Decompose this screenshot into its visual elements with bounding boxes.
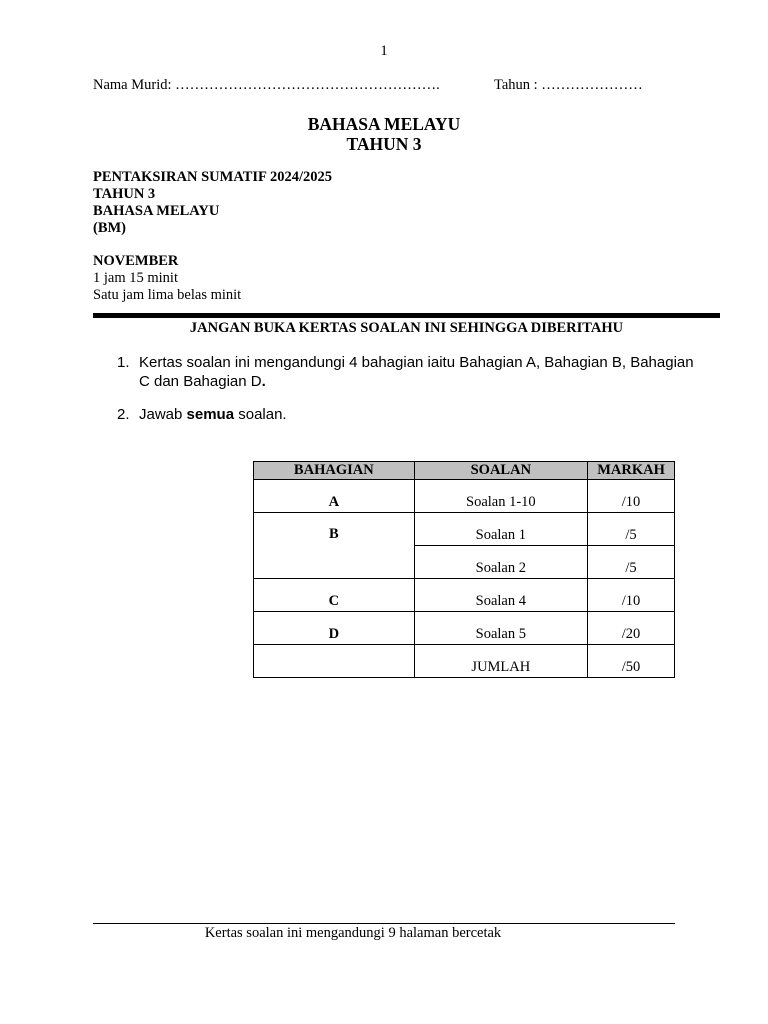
marks-cell: /20	[588, 612, 675, 645]
page-count-footer: Kertas soalan ini mengandungi 9 halaman bercetak	[204, 925, 502, 941]
total-marks-cell: /50	[588, 645, 675, 678]
marks-cell: /10	[588, 579, 675, 612]
assessment-code: (BM)	[93, 220, 127, 236]
table-row	[254, 480, 675, 513]
column-header-section: BAHAGIAN	[254, 462, 415, 480]
question-cell: Soalan 5	[414, 612, 587, 645]
thick-divider	[93, 313, 720, 318]
exam-duration-words: Satu jam lima belas minit	[93, 287, 242, 303]
instruction-text: Kertas soalan ini mengandungi 4 bahagian iaitu Bahagian A, Bahagian B, Bahagian C dan Bahagian D.	[139, 354, 694, 390]
instruction-number: 1.	[117, 354, 130, 371]
marks-cell: /10	[588, 480, 675, 513]
student-name-field: Nama Murid: ……………………………………………….	[93, 77, 440, 93]
document-subtitle: TAHUN 3	[346, 134, 422, 154]
question-cell: Soalan 1-10	[414, 480, 587, 513]
assessment-year: TAHUN 3	[93, 186, 156, 202]
question-cell: Soalan 1	[414, 513, 587, 546]
section-cell: C	[254, 579, 415, 612]
instruction-text: Jawab semua soalan.	[139, 406, 287, 423]
column-header-question: SOALAN	[414, 462, 587, 480]
footer-divider	[93, 923, 675, 924]
instruction-number: 2.	[117, 406, 130, 423]
student-year-field: Tahun : …………………	[494, 77, 643, 93]
marks-table	[253, 461, 675, 678]
question-cell: Soalan 2	[414, 546, 587, 579]
section-cell: B	[254, 513, 415, 579]
question-cell: Soalan 4	[414, 579, 587, 612]
table-row	[254, 645, 675, 678]
assessment-name: PENTAKSIRAN SUMATIF 2024/2025	[93, 169, 332, 185]
total-label-cell: JUMLAH	[414, 645, 587, 678]
assessment-subject: BAHASA MELAYU	[93, 203, 220, 219]
exam-duration: 1 jam 15 minit	[93, 270, 178, 286]
table-row	[254, 612, 675, 645]
document-title: BAHASA MELAYU	[307, 114, 461, 134]
exam-month: NOVEMBER	[93, 253, 179, 269]
section-cell	[254, 645, 415, 678]
section-cell: D	[254, 612, 415, 645]
section-cell: A	[254, 480, 415, 513]
column-header-marks: MARKAH	[588, 462, 675, 480]
marks-cell: /5	[588, 546, 675, 579]
page-number: 1	[380, 43, 388, 59]
marks-cell: /5	[588, 513, 675, 546]
table-row	[254, 579, 675, 612]
table-row	[254, 513, 675, 546]
warning-notice: JANGAN BUKA KERTAS SOALAN INI SEHINGGA DIBERITAHU	[189, 320, 624, 336]
table-header-row	[254, 462, 675, 480]
